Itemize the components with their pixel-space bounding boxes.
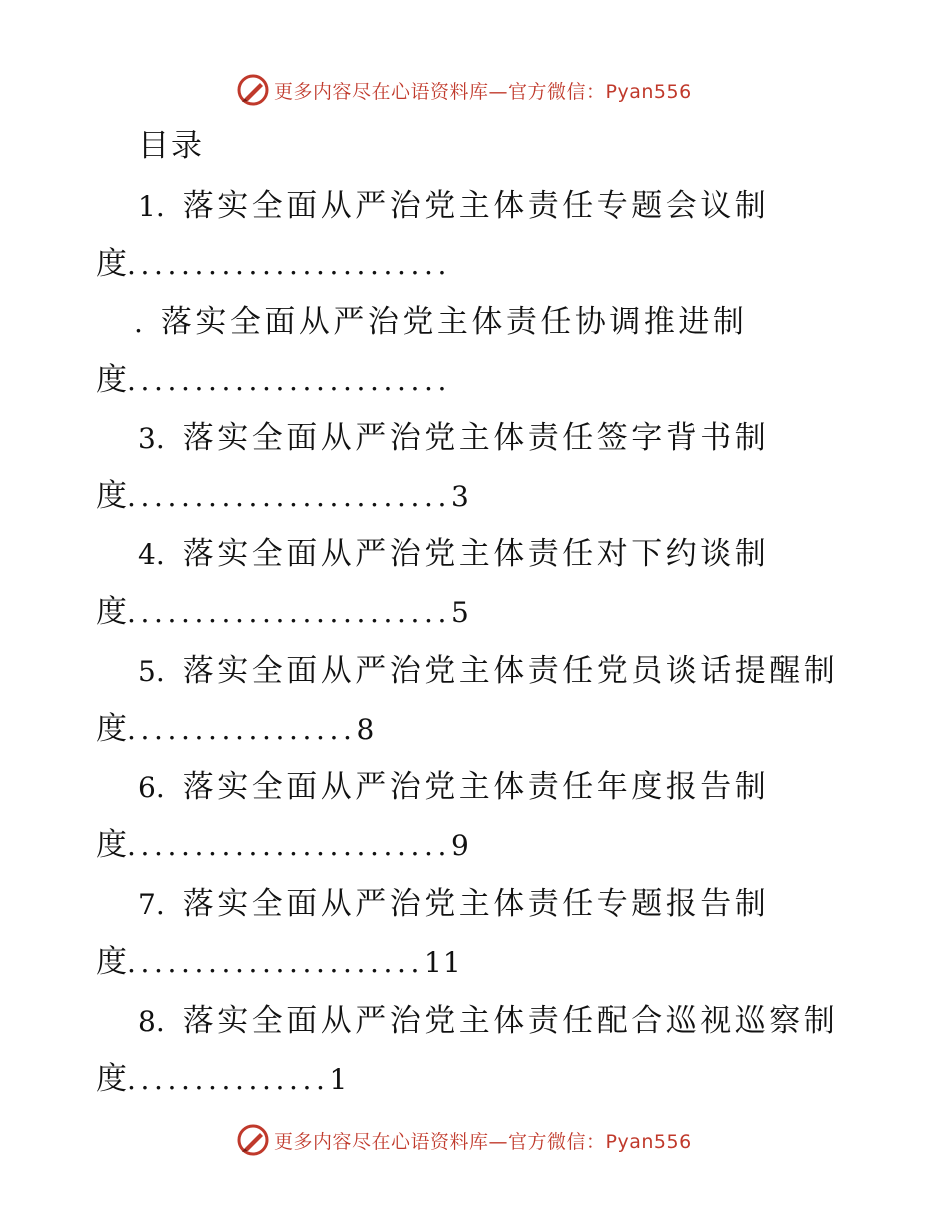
toc-entry-title: 落实全面从严治党主体责任专题报告制 — [182, 886, 770, 922]
toc-entry-continuation: 度 — [96, 246, 127, 282]
toc-page-number: 3 — [451, 480, 470, 513]
toc-page-number: 1 — [329, 1063, 349, 1096]
toc-entry-number: . — [134, 306, 143, 339]
toc-entry-2-leader — [96, 360, 451, 401]
toc-entry-number: 8. — [138, 1005, 165, 1038]
toc-leader-dots: ...................... — [127, 946, 425, 979]
toc-entry-continuation: 度 — [96, 362, 127, 398]
toc-entry-1-leader — [96, 244, 451, 285]
toc-leader-dots: ........................ — [127, 596, 452, 629]
toc-entry-4 — [138, 534, 769, 575]
toc-entry-continuation: 度 — [96, 944, 127, 980]
toc-entry-title: 落实全面从严治党主体责任签字背书制 — [182, 420, 770, 456]
toc-title: 目录 — [138, 128, 204, 164]
footer-watermark — [236, 1122, 692, 1158]
toc-page-number: 8 — [356, 713, 376, 746]
toc-entry-5-leader — [96, 709, 375, 750]
toc-entry-number: 7. — [138, 888, 165, 921]
toc-entry-4-leader — [96, 592, 470, 633]
pen-logo-icon — [236, 73, 270, 107]
watermark-text: 更多内容尽在心语资料库—官方微信：Pyan556 — [274, 1130, 692, 1153]
toc-entry-6 — [138, 767, 769, 808]
toc-entry-number: 5. — [138, 655, 165, 688]
toc-entry-title: 落实全面从严治党主体责任协调推进制 — [160, 304, 748, 340]
toc-entry-3 — [138, 418, 769, 459]
toc-entry-1 — [138, 186, 769, 227]
toc-leader-dots: ........................ — [127, 829, 452, 862]
toc-page-number: 11 — [424, 946, 462, 979]
toc-entry-continuation: 度 — [96, 711, 127, 747]
toc-entry-5 — [138, 651, 838, 692]
toc-entry-number: 3. — [138, 422, 165, 455]
toc-entry-title: 落实全面从严治党主体责任年度报告制 — [182, 769, 770, 805]
pen-logo-icon — [236, 1123, 270, 1157]
toc-entry-title: 落实全面从严治党主体责任配合巡视巡察制 — [182, 1003, 839, 1039]
toc-page-number: 5 — [451, 596, 470, 629]
toc-entry-3-leader — [96, 476, 470, 517]
toc-entry-8-leader — [96, 1059, 348, 1100]
toc-leader-dots: ........................ — [127, 364, 452, 397]
toc-entry-7-leader — [96, 942, 462, 983]
toc-entry-title: 落实全面从严治党主体责任专题会议制 — [182, 188, 770, 224]
toc-entry-continuation: 度 — [96, 478, 127, 514]
toc-entry-continuation: 度 — [96, 594, 127, 630]
toc-entry-number: 6. — [138, 771, 165, 804]
toc-entry-6-leader — [96, 825, 470, 866]
header-watermark — [236, 72, 692, 108]
toc-entry-7 — [138, 884, 769, 925]
toc-entry-8 — [138, 1001, 838, 1042]
toc-page-number: 9 — [451, 829, 470, 862]
toc-leader-dots: ........................ — [127, 248, 452, 281]
toc-entry-number: 4. — [138, 538, 165, 571]
toc-entry-number: 1. — [138, 190, 165, 223]
toc-entry-title: 落实全面从严治党主体责任对下约谈制 — [182, 536, 770, 572]
toc-entry-continuation: 度 — [96, 1061, 127, 1097]
toc-entry-2 — [134, 302, 747, 343]
toc-leader-dots: ............... — [127, 1063, 330, 1096]
toc-leader-dots: ................. — [127, 713, 357, 746]
toc-entry-title: 落实全面从严治党主体责任党员谈话提醒制 — [182, 653, 839, 689]
toc-entry-continuation: 度 — [96, 827, 127, 863]
watermark-text: 更多内容尽在心语资料库—官方微信：Pyan556 — [274, 80, 692, 103]
toc-leader-dots: ........................ — [127, 480, 452, 513]
